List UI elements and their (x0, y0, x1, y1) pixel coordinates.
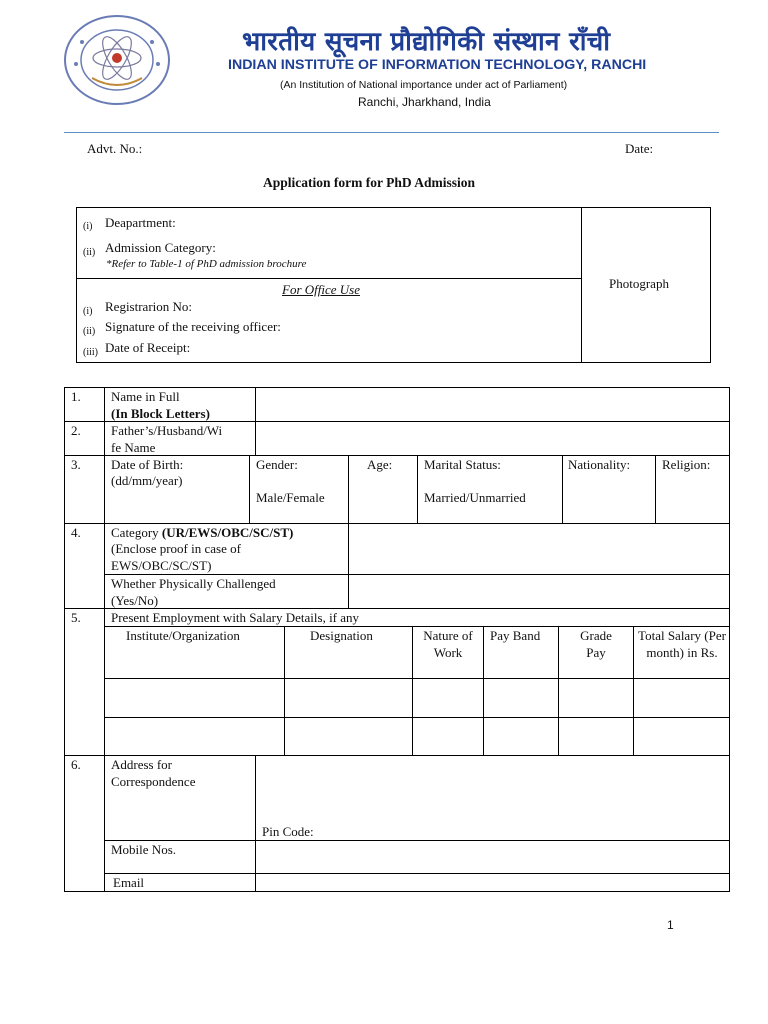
admission-category-field: Admission Category: (105, 240, 216, 255)
grade-pay-header: Grade Pay (580, 628, 612, 660)
employment-input-cell (633, 678, 730, 718)
institute-name: INDIAN INSTITUTE OF INFORMATION TECHNOLOGY, RANCHI (228, 57, 647, 73)
nationality-label: Nationality: (568, 457, 631, 472)
receiving-officer-signature-field: Signature of the receiving officer: (105, 319, 281, 334)
row-number: 6. (71, 757, 81, 772)
row-number: 5. (71, 610, 81, 625)
name-input-cell (255, 387, 730, 422)
employment-input-cell (412, 717, 484, 756)
total-salary-header: Total Salary (Per month) in Rs. (638, 628, 726, 660)
employment-input-cell (284, 678, 413, 718)
marital-status-label: Marital Status: (424, 457, 501, 472)
religion-label: Religion: (662, 457, 711, 472)
page-number: 1 (667, 918, 674, 932)
institute-organization-header: Institute/Organization (126, 628, 240, 643)
office-use-heading: For Office Use (282, 282, 360, 297)
category-prefix: Category (111, 525, 162, 540)
address-label-cont: Correspondence (111, 774, 196, 789)
form-title: Application form for PhD Admission (262, 175, 476, 190)
photograph-placeholder: Photograph (609, 276, 669, 291)
category-input-cell (348, 523, 730, 575)
institute-hindi-name: भारतीय सूचना प्रौद्योगिकी संस्थान राँची (242, 27, 611, 57)
employment-input-cell (104, 717, 285, 756)
employment-input-cell (412, 678, 484, 718)
row-number: 4. (71, 525, 81, 540)
date-of-receipt-field: Date of Receipt: (105, 340, 191, 355)
employment-input-cell (633, 717, 730, 756)
mobile-input-cell (255, 840, 730, 874)
header-divider (64, 132, 719, 133)
mobile-label: Mobile Nos. (111, 842, 176, 857)
father-husband-wife-label-cont: fe Name (111, 440, 156, 455)
designation-header: Designation (310, 628, 373, 643)
item-number: (ii) (83, 247, 96, 258)
address-label: Address for (111, 757, 173, 772)
employment-input-cell (483, 678, 559, 718)
category-proof-note-cont: EWS/OBC/SC/ST) (111, 558, 212, 573)
employment-input-cell (104, 678, 285, 718)
item-number: (i) (83, 306, 93, 317)
email-input-cell (255, 873, 730, 892)
nature-of-work-header: Nature of Work (423, 628, 473, 660)
institute-emblem-icon (62, 12, 172, 108)
father-husband-wife-label: Father’s/Husband/Wi (111, 423, 223, 438)
gender-options: Male/Female (256, 490, 325, 505)
brochure-note: *Refer to Table-1 of PhD admission brochure (106, 258, 307, 270)
employment-input-cell (558, 678, 634, 718)
item-number: (i) (83, 221, 93, 232)
row-number: 1. (71, 389, 81, 404)
age-label: Age: (367, 457, 393, 472)
office-use-divider (76, 278, 582, 279)
dob-label: Date of Birth: (111, 457, 184, 472)
name-label: Name in Full (111, 389, 180, 404)
gender-label: Gender: (256, 457, 298, 472)
item-number: (iii) (83, 347, 98, 358)
employment-label: Present Employment with Salary Details, if any (111, 610, 360, 625)
photo-divider (581, 207, 582, 363)
institute-location: Ranchi, Jharkhand, India (358, 95, 491, 109)
block-letters-label: (In Block Letters) (111, 406, 210, 421)
date-label: Date: (625, 141, 654, 156)
physically-challenged-input-cell (348, 574, 730, 609)
category-proof-note: (Enclose proof in case of (111, 541, 241, 556)
father-name-input-cell (255, 421, 730, 456)
dob-format: (dd/mm/year) (111, 473, 183, 488)
pin-code-label: Pin Code: (262, 824, 314, 839)
employment-input-cell (558, 717, 634, 756)
category-label (111, 524, 293, 541)
institute-logo (62, 12, 172, 108)
address-input-cell (255, 755, 730, 841)
advt-no-label: Advt. No.: (87, 141, 143, 156)
row-number: 3. (71, 457, 81, 472)
category-options: (UR/EWS/OBC/SC/ST) (161, 525, 294, 540)
physically-challenged-label: Whether Physically Challenged (111, 576, 276, 591)
institute-subtitle: (An Institution of National importance under act of Parliament) (280, 79, 568, 91)
employment-input-cell (284, 717, 413, 756)
marital-status-options: Married/Unmarried (424, 490, 526, 505)
item-number: (ii) (83, 326, 96, 337)
email-label: Email (113, 875, 145, 890)
pay-band-header: Pay Band (490, 628, 541, 643)
department-field: Deapartment: (105, 215, 176, 230)
row-number: 2. (71, 423, 81, 438)
registration-no-field: Registrarion No: (105, 299, 193, 314)
physically-challenged-options: (Yes/No) (111, 593, 159, 608)
employment-input-cell (483, 717, 559, 756)
